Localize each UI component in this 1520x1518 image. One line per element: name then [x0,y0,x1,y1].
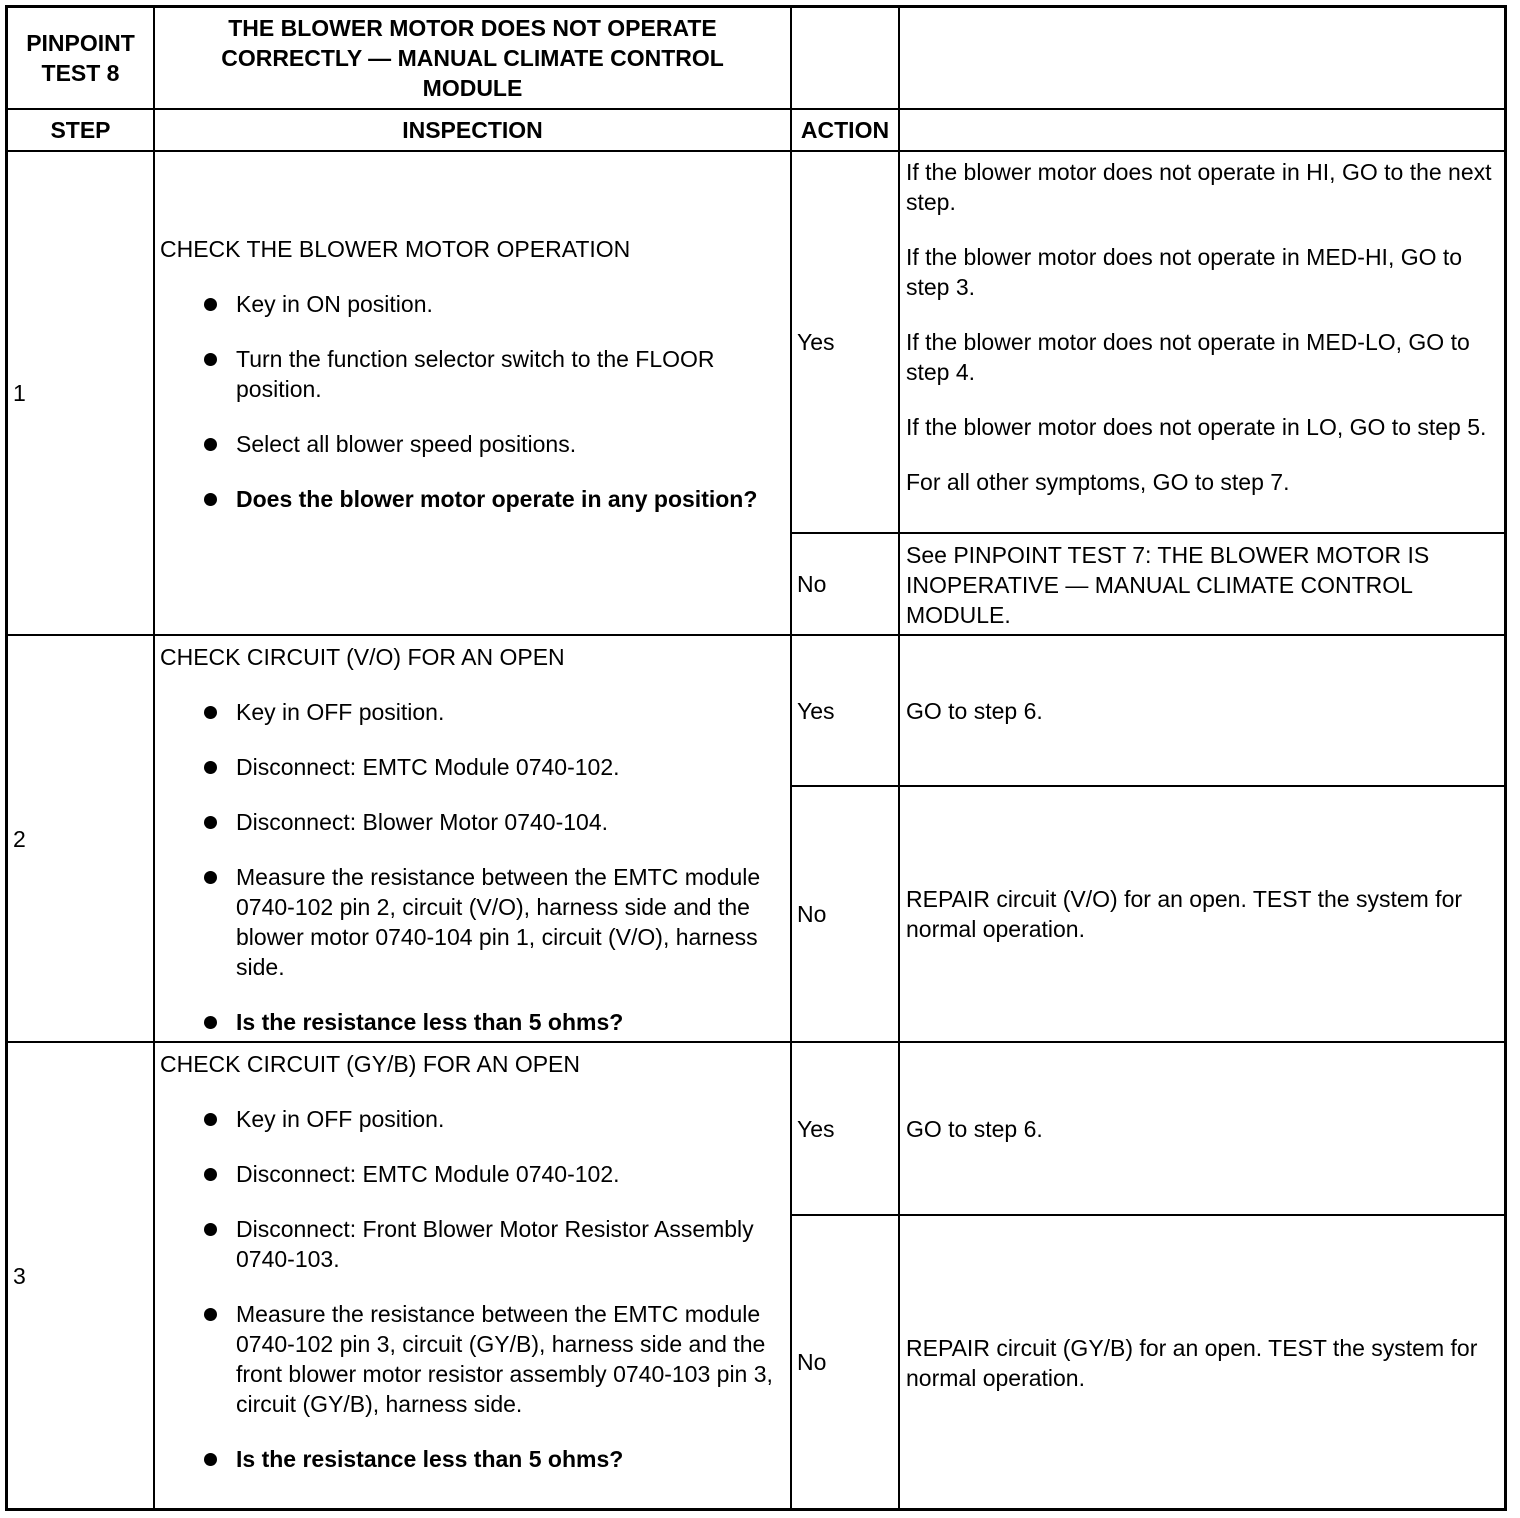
inspection-item: Key in ON position. [160,289,785,319]
inspection-title: CHECK CIRCUIT (GY/B) FOR AN OPEN [160,1051,581,1077]
result-yes [900,157,1504,497]
step-number: 3 [13,1262,26,1289]
result-yes: GO to step 6. [906,697,1043,724]
step-number: 2 [13,825,26,852]
inspection-item: Measure the resistance between the EMTC module 0740-102 pin 2, circuit (V/O), harness side and the blower motor 0740-104 pin 1, circuit (V/O), harness side. [160,862,785,982]
action-no: No [797,1349,827,1375]
bullet-icon [204,1168,217,1181]
step-number: 1 [13,380,26,406]
inspection-item: Measure the resistance between the EMTC module 0740-102 pin 3, circuit (GY/B), harness side and the front blower motor resistor assembly 0740-103 pin 3, circuit (GY/B), harness side. [160,1299,785,1419]
bullet-icon [204,438,217,451]
inspection-item: Turn the function selector switch to the FLOOR position. [160,344,785,404]
inspection-cell [155,234,790,514]
action-no: No [797,571,827,597]
inspection-item: Disconnect: EMTC Module 0740-102. [160,1159,785,1189]
bullet-icon [204,1113,217,1126]
action-yes: Yes [797,1115,835,1142]
result-no: REPAIR circuit (GY/B) for an open. TEST the system for normal operation. [906,1335,1478,1391]
inspection-cell [155,642,790,1037]
bullet-icon [204,1308,217,1321]
row-divider [8,150,1504,152]
action-no: No [797,901,827,927]
inspection-title: CHECK CIRCUIT (V/O) FOR AN OPEN [160,644,565,670]
inspection-list [160,697,785,1037]
result-no: See PINPOINT TEST 7: THE BLOWER MOTOR IS INOPERATIVE — MANUAL CLIMATE CONTROL MODULE. [906,542,1430,628]
pinpoint-test-table [5,5,1507,1511]
col-header-action: ACTION [800,117,890,143]
pinpoint-test-label: PINPOINT TEST 8 [26,30,135,86]
bullet-icon [204,298,217,311]
inspection-item: Select all blower speed positions. [160,429,785,459]
result-yes: GO to step 6. [906,1115,1043,1142]
result-no: REPAIR circuit (V/O) for an open. TEST the system for normal operation. [906,886,1463,942]
bullet-icon [204,1223,217,1236]
inspection-item: Disconnect: EMTC Module 0740-102. [160,752,785,782]
action-yes: Yes [797,697,835,724]
inspection-item: Key in OFF position. [160,1104,785,1134]
bullet-icon [204,706,217,719]
bullet-icon [204,1016,217,1029]
bullet-icon [204,761,217,774]
bullet-icon [204,871,217,884]
bullet-icon [204,1453,217,1466]
result-line: If the blower motor does not operate in HI, GO to the next step. [906,159,1492,215]
inspection-item: Key in OFF position. [160,697,785,727]
col-header-step: STEP [50,117,111,143]
result-line: For all other symptoms, GO to step 7. [906,469,1290,495]
action-yes: Yes [797,329,835,355]
inspection-cell [155,1049,790,1474]
result-line: If the blower motor does not operate in MED-HI, GO to step 3. [906,244,1463,300]
inspection-list [160,1104,785,1474]
inspection-question: Is the resistance less than 5 ohms? [160,1007,785,1037]
inspection-question: Is the resistance less than 5 ohms? [160,1444,785,1474]
inspection-item: Disconnect: Blower Motor 0740-104. [160,807,785,837]
result-line: If the blower motor does not operate in LO, GO to step 5. [906,414,1487,440]
col-header-inspection: INSPECTION [402,117,543,143]
inspection-list [160,289,785,514]
result-line: If the blower motor does not operate in MED-LO, GO to step 4. [906,329,1470,385]
bullet-icon [204,816,217,829]
pinpoint-test-heading: THE BLOWER MOTOR DOES NOT OPERATE CORRECTLY — MANUAL CLIMATE CONTROL MODULE [221,15,724,101]
bullet-icon [204,493,217,506]
bullet-icon [204,353,217,366]
inspection-question: Does the blower motor operate in any position? [160,484,785,514]
inspection-item: Disconnect: Front Blower Motor Resistor Assembly 0740-103. [160,1214,785,1274]
inspection-title: CHECK THE BLOWER MOTOR OPERATION [160,236,631,262]
